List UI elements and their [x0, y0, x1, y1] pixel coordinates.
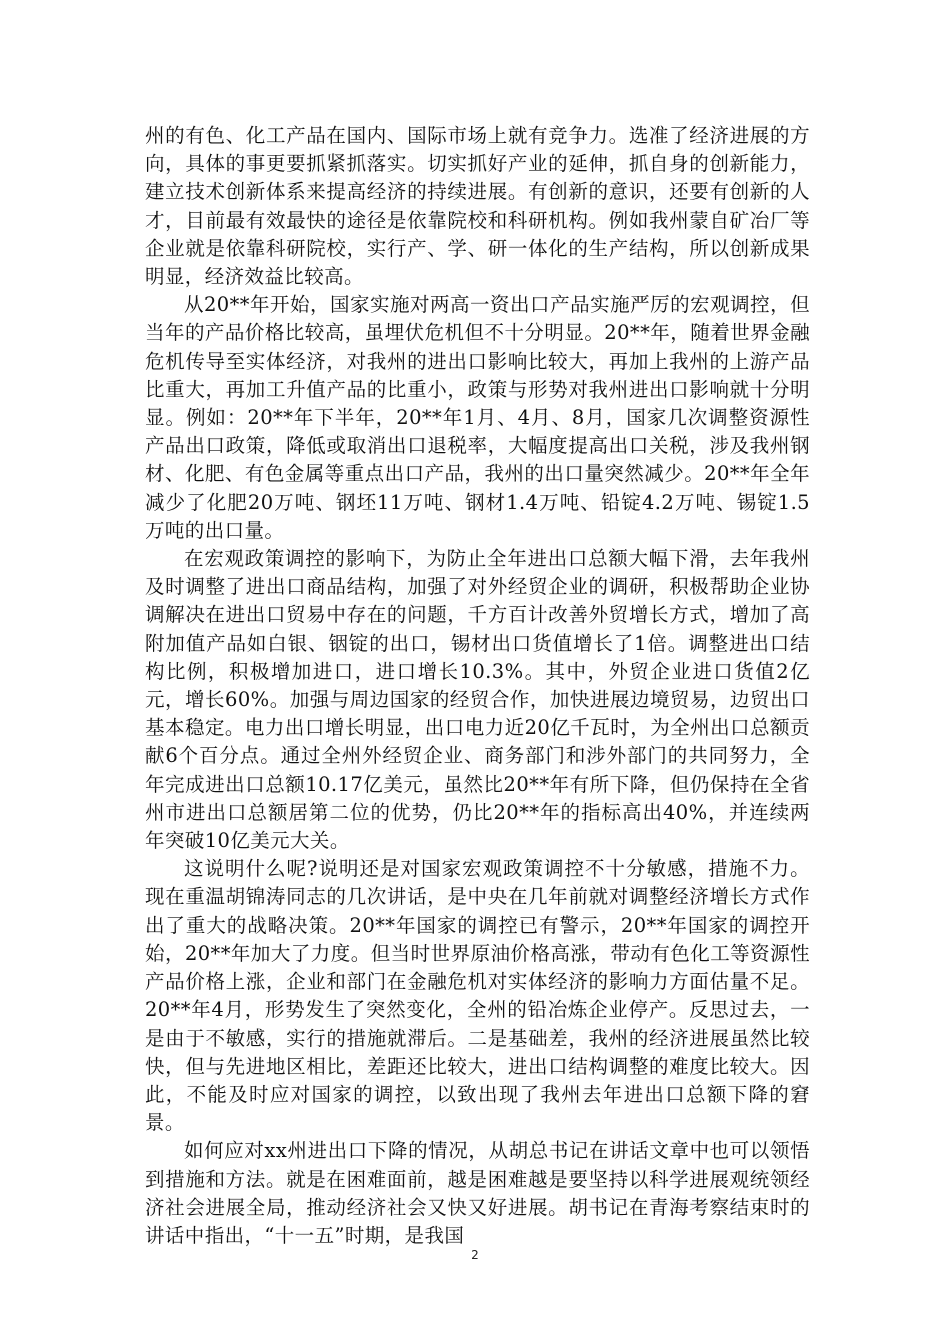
paragraph-trade-adjustment: 在宏观政策调控的影响下，为防止全年进出口总额大幅下滑，去年我州及时调整了进出口商品结构，加强了对外经贸企业的调研，积极帮助企业协调解决在进出口贸易中存在的问题，千方百计改善外贸增长方式，增加了高附加值产品如白银、铟锭的出口，锡材出口货值增长了1倍。调整进出口结构比例，积极增加进口，进口增长10.3%。其中，外贸企业进口货值2亿元，增长60%。加强与周边国家的经贸合作，加快进展边境贸易，边贸出口基本稳定。电力出口增长明显，出口电力近20亿千瓦时，为全州出口总额贡献6个百分点。通过全州外经贸企业、商务部门和涉外部门的共同努力，全年完成进出口总额10.17亿美元，虽然比20**年有所下降，但仍保持在全省州市进出口总额居第二位的优势，仍比20**年的指标高出40%，并连续两年突破10亿美元大关。 — [145, 547, 810, 853]
paragraph-continued: 州的有色、化工产品在国内、国际市场上就有竞争力。选准了经济进展的方向，具体的事更要抓紧抓落实。切实抓好产业的延伸，抓自身的创新能力，建立技术创新体系来提高经济的持续进展。有创新的意识，还要有创新的人才，目前最有效最快的途径是依靠院校和科研机构。例如我州蒙自矿冶厂等企业就是依靠科研院校，实行产、学、研一体化的生产结构，所以创新成果明显，经济效益比较高。 — [145, 124, 810, 289]
page-number: 2 — [471, 1248, 479, 1262]
paragraph-export-controls: 从20**年开始，国家实施对两高一资出口产品实施严厉的宏观调控，但当年的产品价格比较高，虽埋伏危机但不十分明显。20**年，随着世界金融危机传导至实体经济，对我州的进出口影响比较大，再加上我州的上游产品比重大，再加工升值产品的比重小，政策与形势对我州进出口影响就十分明显。例如：20**年下半年，20**年1月、4月、8月，国家几次调整资源性产品出口政策，降低或取消出口退税率，大幅度提高出口关税，涉及我州钢材、化肥、有色金属等重点出口产品，我州的出口量突然减少。20**年全年减少了化肥20万吨、钢坯11万吨、钢材1.4万吨、铅锭4.2万吨、锡锭1.5万吨的出口量。 — [145, 293, 810, 542]
paragraph-reflection: 这说明什么呢?说明还是对国家宏观政策调控不十分敏感，措施不力。现在重温胡锦涛同志的几次讲话，是中央在几年前就对调整经济增长方式作出了重大的战略决策。20**年国家的调控已有警示，20**年国家的调控开始，20**年加大了力度。但当时世界原油价格高涨，带动有色化工等资源性产品价格上涨，企业和部门在金融危机对实体经济的影响力方面估量不足。20**年4月，形势发生了突然变化，全州的铅冶炼企业停产。反思过去，一是由于不敏感，实行的措施就滞后。二是基础差，我州的经济进展虽然比较快，但与先进地区相比，差距还比较大，进出口结构调整的难度比较大。因此，不能及时应对国家的调控，以致出现了我州去年进出口总额下降的窘景。 — [145, 857, 810, 1135]
document-body — [145, 122, 810, 1250]
paragraph-response-measures: 如何应对xx州进出口下降的情况，从胡总书记在讲话文章中也可以领悟到措施和方法。就是在困难面前，越是困难越是要坚持以科学进展观统领经济社会进展全局，推动经济社会又快又好进展。胡书记在青海考察结束时的讲话中指出，“十一五”时期，是我国 — [145, 1139, 810, 1247]
